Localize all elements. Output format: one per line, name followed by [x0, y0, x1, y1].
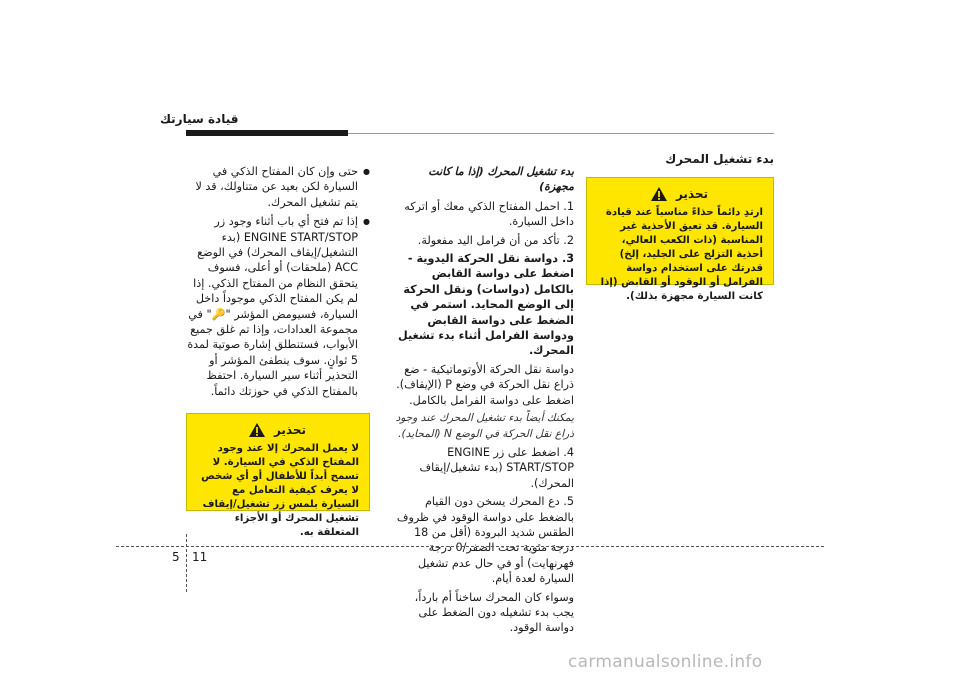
watermark-text: carmanualsonline.info	[568, 652, 763, 672]
section-title: بدء تشغيل المحرك	[665, 152, 774, 166]
start-engine-subtitle: بدء تشغيل المحرك (إذا ما كانت مجهزة)	[428, 165, 574, 194]
warning-box-left	[186, 413, 370, 539]
warning-label: تحذير	[675, 187, 709, 202]
warning-header	[595, 186, 763, 202]
warning-label: تحذير	[273, 423, 307, 438]
warning-text: ارتدِ دائماً حذاءً مناسباً عند قيادة السيارة. قد تعيق الأحذية غير المناسبة (ذات الكعب العالي، أحذية التزلج على الجليد، إلخ) قدرتك على استخدام دواسة الفرامل أو الوقود أو القابض (إذا كانت السيارة مجهزة بذلك).	[600, 207, 763, 303]
start-steps-list	[390, 199, 574, 636]
footer-divider	[116, 546, 824, 547]
step-item: 4. اضغط على زر ENGINE START/STOP (بدء تشغيل/إيقاف المحرك).	[419, 445, 574, 490]
step-item: دواسة نقل الحركة الأوتوماتيكية - ضع ذراع نقل الحركة في وضع P (الإيقاف). اضغط على دواسة الفرامل بالكامل.	[396, 362, 574, 407]
warning-box-right	[586, 177, 774, 303]
middle-column	[390, 164, 574, 639]
warning-header	[195, 422, 359, 438]
warning-text: لا يعمل المحرك إلا عند وجود المفتاح الذكي في السيارة. لا تسمح أبداً للأطفال أو أي شخص لا يعرف كيفية التعامل مع السيارة بلمس زر تشغيل/إيقاف تشغيل المحرك أو الأجزاء المتعلقة به.	[201, 443, 359, 539]
page-header-title: قيادة سيارتك	[160, 112, 239, 126]
header-accent-bar	[186, 130, 348, 136]
page-number-left: 5	[172, 550, 180, 564]
warning-triangle-icon	[248, 422, 266, 438]
warning-triangle-icon	[650, 186, 668, 202]
footer-vertical-divider	[186, 534, 187, 592]
page-number-right: 11	[192, 550, 208, 564]
bullet-item: ● إذا تم فتح أي باب أثناء وجود زر ENGINE START/STOP (بدء التشغيل/إيقاف المحرك) في الوضع ACC (ملحقات) أو أعلى، فسوف يتحقق النظام من المفتاح الذكي. إذا لم يكن المفتاح الذكي موجوداً داخل السيارة، فسيومض المؤشر "🔑" في مجموعة العدادات، وإذا تم غلق جميع الأبواب، فستنطلق إشارة صوتية لمدة 5 ثوانٍ. سوف ينطفئ المؤشر أو التحذير أثناء سير السيارة. احتفظ بالمفتاح الذكي في حوزتك دائماً.	[186, 214, 370, 399]
step-item: وسواء كان المحرك ساخناً أم بارداً، يجب بدء تشغيله دون الضغط على دواسة الوقود.	[414, 590, 574, 635]
step-item: 3. دواسة نقل الحركة اليدوية - اضغط على دواسة القابض بالكامل (دواسات) ونقل الحركة إلى الوضع المحايد. استمر في الضغط على دواسة القابض ودواسة الفرامل أثناء بدء تشغيل المحرك.	[397, 252, 574, 358]
step-note: يمكنك أيضاً بدء تشغيل المحرك عند وجود ذراع نقل الحركة في الوضع N (المحايد).	[395, 412, 574, 440]
step-item: 1. احمل المفتاح الذكي معك أو اتركه داخل السيارة.	[404, 199, 574, 229]
left-column	[186, 164, 370, 539]
step-item: 5. دع المحرك يسخن دون القيام بالضغط على دواسة الوقود في ظروف الطقس شديد البرودة (أقل من 18 درجة مئوية تحت الصفر/0 درجة فهرنهايت) أو في حال عدم تشغيل السيارة لعدة أيام.	[396, 495, 574, 586]
bullet-item: ● حتى وإن كان المفتاح الذكي في السيارة لكن بعيد عن متناولك، قد لا يتم تشغيل المحرك.	[186, 164, 370, 210]
right-column	[586, 152, 774, 303]
step-item: 2. تأكد من أن فرامل اليد مفعولة.	[417, 233, 574, 247]
info-bullets	[186, 164, 370, 399]
